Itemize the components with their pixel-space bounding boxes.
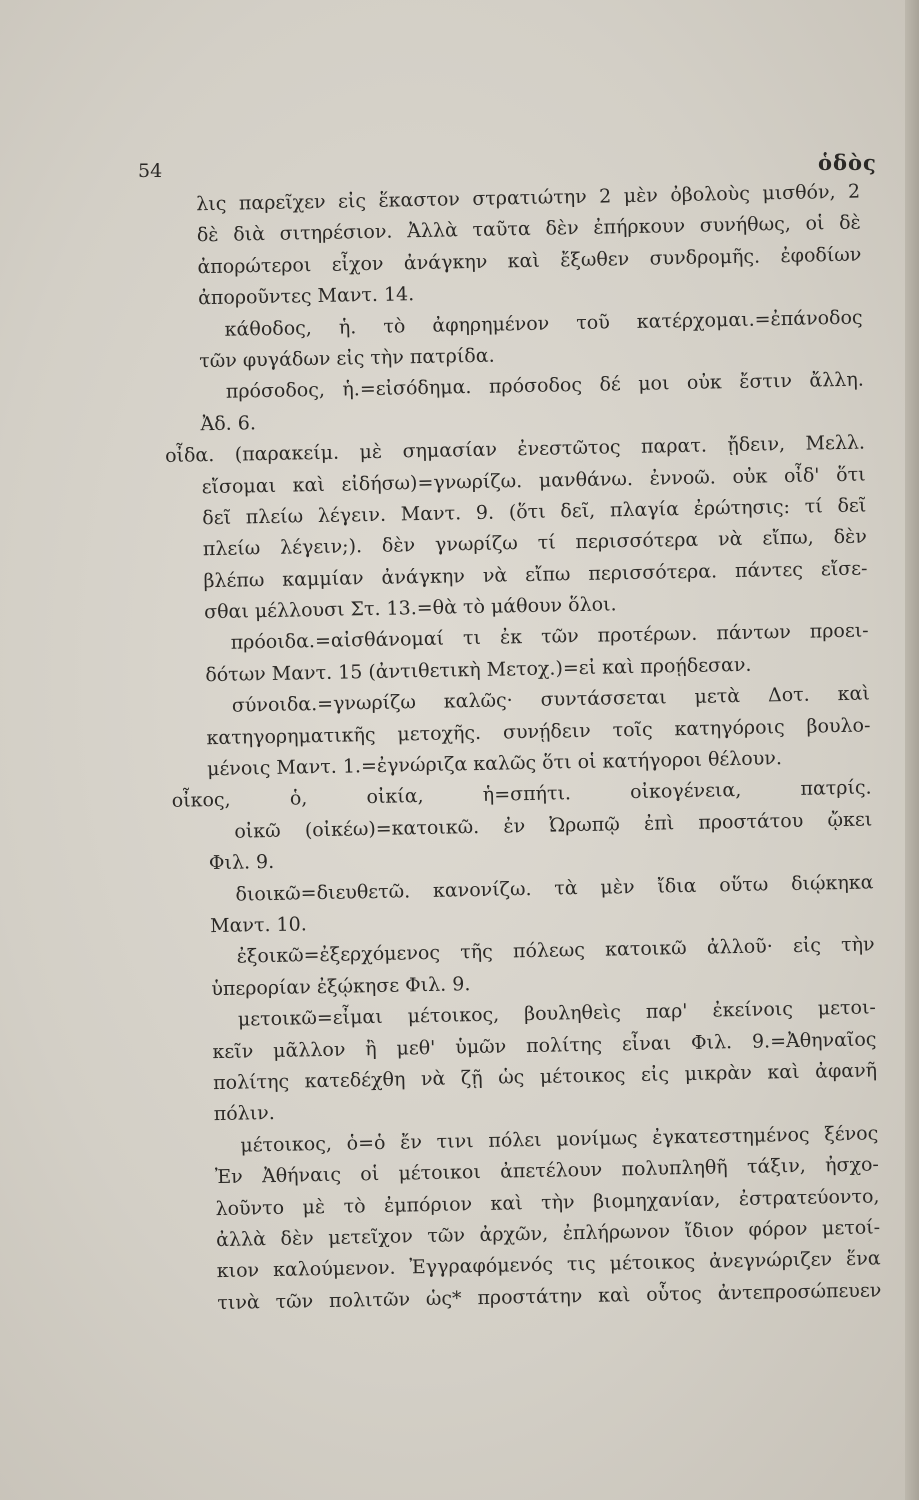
- text-line: διοικῶ=διευθετῶ. κανονίζω. τὰ μὲν ἴδια οὕτω διῴκηκα: [235, 871, 874, 906]
- text-line: οἶκος, ὁ, οἰκία, ἡ=σπήτι. οἰκογένεια, πατρίς.: [171, 776, 872, 813]
- page-edge: [905, 0, 919, 1500]
- text-line: σθαι μέλλουσι Στ. 13.=θὰ τὸ μάθουν ὅλοι.: [203, 593, 617, 624]
- text-line: κεῖν μᾶλλον ἢ μεθ' ὑμῶν πολίτης εἶναι Φιλ. 9.=Ἀθηναῖος: [212, 1027, 877, 1063]
- text-line: Ἐν Ἀθήναις οἱ μέτοικοι ἀπετέλουν πολυπληθῆ τάξιν, ἠσχο-: [214, 1153, 880, 1189]
- text-line: Μαντ. 10.: [209, 913, 307, 938]
- text-line: Φιλ. 9.: [208, 851, 275, 875]
- text-line: δεῖ πλείω λέγειν. Μαντ. 9. (ὅτι δεῖ, πλαγία ἐρώτησις: τί δεῖ: [202, 494, 867, 530]
- text-line: μετοικῶ=εἶμαι μέτοικος, βουληθεὶς παρ' ἐκείνοις μετοι-: [237, 996, 877, 1031]
- text-line: μέτοικος, ὁ=ὁ ἔν τινι πόλει μονίμως ἐγκατεστημένος ξένος: [240, 1122, 879, 1157]
- text-line: οἰκῶ (οἰκέω)=κατοικῶ. ἐν Ὠρωπῷ ἐπὶ προστάτου ᾤκει: [234, 808, 873, 843]
- text-line: πρόοιδα.=αἰσθάνομαί τι ἐκ τῶν προτέρων. πάντων προει-: [230, 619, 869, 655]
- text-line: κατηγορηματικῆς μετοχῆς. συνῄδειν τοῖς κατηγόροις βουλο-: [206, 714, 871, 749]
- text-line: πόλιν.: [213, 1102, 275, 1126]
- text-line: κιον καλούμενον. Ἐγγραφόμενός τις μέτοικος ἀνεγνώριζεν ἕνα: [216, 1247, 881, 1283]
- text-line: ἀπορώτεροι εἶχον ἀνάγκην καὶ ἔξωθεν συνδρομῆς. ἐφοδίων: [197, 243, 862, 279]
- text-line: ἐξοικῶ=ἐξερχόμενος τῆς πόλεως κατοικῶ ἀλλοῦ· εἰς τὴν: [236, 933, 875, 969]
- text-line: ἀποροῦντες Μαντ. 14.: [197, 283, 415, 310]
- text-line: ἀλλὰ δὲν μετεῖχον τῶν ἀρχῶν, ἐπλήρωνον ἴδιον φόρον μετοί-: [215, 1216, 881, 1252]
- running-head: ὁδὸς: [818, 150, 877, 175]
- body-text: [160, 177, 882, 1320]
- text-line: πρόσοδος, ἡ.=εἰσόδημα. πρόσοδος δέ μοι οὐκ ἔστιν ἄλλη.: [225, 368, 864, 404]
- text-line: οἶδα. (παρακείμ. μὲ σημασίαν ἐνεστῶτος παρατ. ᾔδειν, Μελλ.: [164, 431, 866, 468]
- text-line: λοῦντο μὲ τὸ ἐμπόριον καὶ τὴν βιομηχανίαν, ἐστρατεύοντο,: [215, 1184, 880, 1220]
- text-line: εἴσομαι καὶ εἰδήσω)=γνωρίζω. μανθάνω. ἐννοῶ. οὐκ οἶδ' ὅτι: [201, 463, 866, 498]
- text-line: πλείω λέγειν;). δὲν γνωρίζω τί περισσότερα νὰ εἴπω, δὲν: [202, 525, 867, 561]
- text-line: τινὰ τῶν πολιτῶν ὡς* προστάτην καὶ οὗτος ἀντεπροσώπευεν: [217, 1279, 882, 1314]
- text-line: δὲ διὰ σιτηρέσιον. Ἀλλὰ ταῦτα δὲν ἐπήρκουν συνήθως, οἱ δὲ: [196, 211, 861, 247]
- text-line: τῶν φυγάδων εἰς τὴν πατρίδα.: [199, 344, 495, 373]
- text-line: λις παρεῖχεν εἰς ἕκαστον στρατιώτην 2 μὲν ὀβολοὺς μισθόν, 2: [196, 180, 861, 216]
- page-number: 54: [138, 160, 163, 182]
- text-line: ὑπερορίαν ἐξῴκησε Φιλ. 9.: [211, 972, 471, 1000]
- text-line: κάθοδος, ἡ. τὸ ἀφηρημένον τοῦ κατέρχομαι.=ἐπάνοδος: [224, 306, 863, 341]
- text-line: μένοις Μαντ. 1.=ἐγνώριζα καλῶς ὅτι οἱ κατήγοροι θέλουν.: [206, 747, 783, 781]
- text-line: σύνοιδα.=γνωρίζω καλῶς· συντάσσεται μετὰ Δοτ. καὶ: [231, 682, 871, 717]
- text-line: δότων Μαντ. 15 (ἀντιθετικὴ Μετοχ.)=εἰ καὶ προῄδεσαν.: [205, 653, 752, 687]
- text-line: βλέπω καμμίαν ἀνάγκην νὰ εἴπω περισσότερα. πάντες εἴσε-: [203, 557, 868, 592]
- text-line: πολίτης κατεδέχθη νὰ ζῇ ὡς μέτοικος εἰς μικρὰν καὶ ἀφανῆ: [212, 1059, 878, 1095]
- text-line: Ἀδ. 6.: [200, 411, 257, 435]
